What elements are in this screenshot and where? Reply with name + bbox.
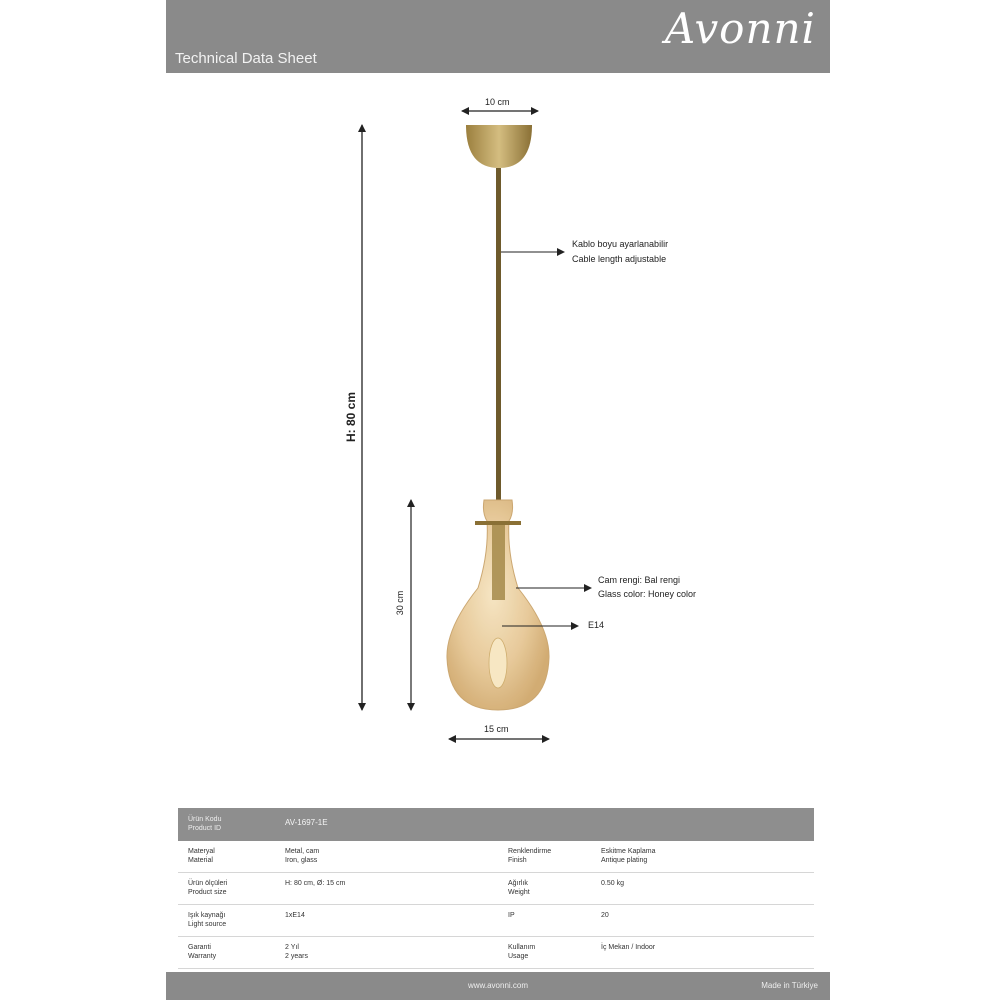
table-row: Materyal Material Metal, cam Iron, glass Renklendirme Finish Eskitme Kaplama Antique plating xyxy=(178,841,814,873)
height-label: H: 80 cm xyxy=(344,391,358,443)
header-bar xyxy=(166,0,830,73)
table-row: Ürün ölçüleri Product size H: 80 cm, Ø: 15 cm Ağırlık Weight 0.50 kg xyxy=(178,873,814,905)
suspension-cable xyxy=(496,168,501,500)
product-drawing xyxy=(166,73,830,793)
spec-table xyxy=(178,808,814,969)
page-title: Technical Data Sheet xyxy=(175,50,317,67)
shade-width-label: 15 cm xyxy=(484,724,509,734)
glass-color-en: Glass color: Honey color xyxy=(598,589,697,599)
brand-logo: Avonni xyxy=(664,4,816,53)
cable-note-tr: Kablo boyu ayarlanabilir xyxy=(572,239,669,249)
socket-holder xyxy=(492,525,505,600)
bulb xyxy=(489,638,507,688)
canopy-width-label: 10 cm xyxy=(485,97,510,107)
glass-color-tr: Cam rengi: Bal rengi xyxy=(598,575,681,585)
cable-note-en: Cable length adjustable xyxy=(572,254,667,264)
made-in-label: Made in Türkiye xyxy=(761,981,818,990)
table-row: Garanti Warranty 2 Yıl 2 years Kullanım Usage İç Mekan / Indoor xyxy=(178,937,814,969)
footer-bar xyxy=(166,972,830,1000)
product-id-key: Ürün Kodu Product ID xyxy=(188,816,222,832)
shade-height-label: 30 cm xyxy=(395,590,405,616)
data-sheet xyxy=(166,0,830,1000)
ceiling-canopy xyxy=(466,125,532,168)
socket-label: E14 xyxy=(588,620,605,630)
product-id-value: AV-1697-1E xyxy=(285,818,328,827)
shade-collar xyxy=(475,521,521,525)
spec-header-row xyxy=(178,808,814,841)
lamp-diagram xyxy=(166,73,830,793)
table-row: Işık kaynağı Light source 1xE14 IP 20 xyxy=(178,905,814,937)
website-link[interactable]: www.avonni.com xyxy=(467,981,529,990)
